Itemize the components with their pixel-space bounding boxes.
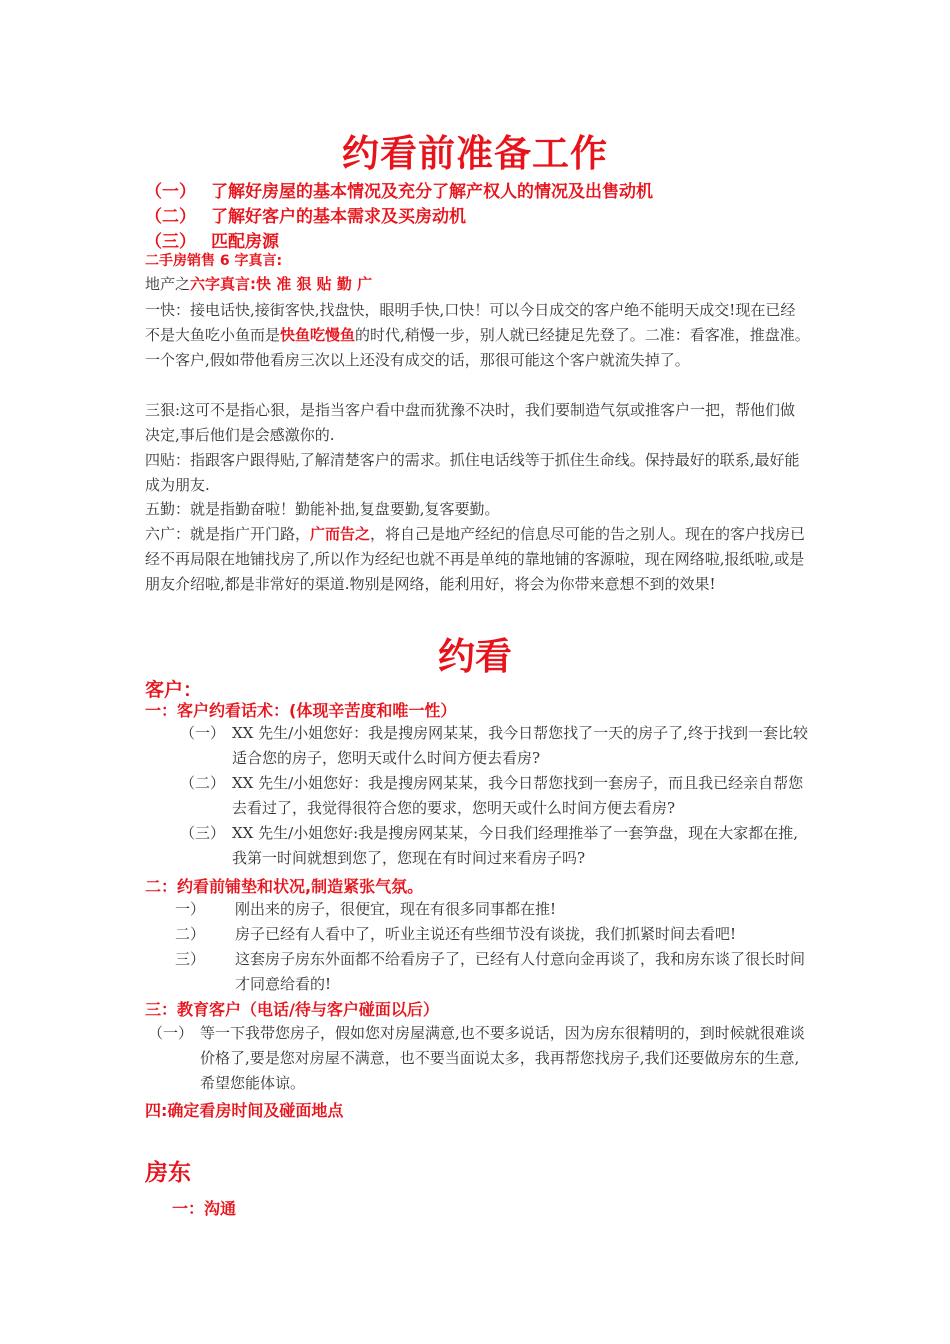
prep-item-text: 了解好房屋的基本情况及充分了解产权人的情况及出售动机 (211, 182, 653, 202)
script-item-2 (180, 771, 810, 821)
section-title-yuekan: 约看 (438, 635, 512, 678)
paragraph-qin: 五勤：就是指勤奋啦！勤能补拙,复盘要勤,复客要勤。 (145, 500, 500, 518)
section-4-heading: 四:确定看房时间及碰面地点 (145, 1101, 344, 1120)
prep-item-2 (145, 202, 466, 227)
guang-highlight: 广而告之 (310, 525, 371, 543)
prep-item-number: （二） (145, 207, 196, 227)
tension-item-text: 刚出来的房子，很便宜，现在有很多同事都在推! (235, 900, 557, 918)
tension-item-number: 三） (175, 950, 206, 968)
prep-item-3 (145, 227, 279, 252)
script-item-number: （二） (180, 774, 226, 792)
motto-title: 二手房销售 6 字真言: (145, 253, 283, 269)
prep-item-number: （三） (145, 232, 196, 252)
landlord-subheading: 一：沟通 (172, 1199, 237, 1218)
tension-item-number: 一） (175, 900, 206, 918)
kuai-text-after: 的时代,稍慢一步，别人就已经捷足先登了。二准：看客准，推盘准。一个客户,假如带他看房三次以上还没有成交的话，那很可能这个客户就流失掉了。 (145, 326, 810, 369)
script-item-text: XX 先生/小姐您好:我是搜房网某某，今日我们经理推举了一套笋盘，现在大家都在推,我第一时间就想到您了，您现在有时间过来看房子吗? (232, 824, 799, 867)
script-item-text: XX 先生/小姐您好：我是搜房网某某，我今日帮您找了一天的房子了,终于找到一套比较适合您的房子，您明天或什么时间方便去看房? (232, 724, 808, 767)
tension-item-number: 二） (175, 925, 206, 943)
prep-item-text: 了解好客户的基本需求及买房动机 (211, 207, 466, 227)
paragraph-hen: 三狠:这可不是指心狠，是指当客户看中盘而犹豫不决时，我们要制造气氛或推客户一把，帮他们做决定,事后他们是会感激你的. (145, 401, 796, 444)
guang-text-before: 六广：就是指广开门路， (145, 525, 311, 543)
educate-item-1 (148, 1021, 810, 1096)
kuai-text-before: 一快：接电话快,接街客快,找盘快，眼明手快,口快！可以今日成交的客户绝不能明天成交!现在已经不是大鱼吃小鱼而是 (145, 301, 796, 344)
section-3-heading: 三：教育客户（电话/待与客户碰面以后） (145, 1000, 439, 1019)
paragraph-guang (145, 522, 810, 597)
script-item-1 (180, 721, 810, 771)
paragraph-tie: 四贴：指跟客户跟得贴,了解清楚客户的需求。抓住电话线等于抓住生命线。保持最好的联系,最好能成为朋友. (145, 451, 800, 494)
section-2-heading: 二：约看前铺垫和状况,制造紧张气氛。 (145, 877, 424, 896)
paragraph-kuai (145, 298, 810, 373)
script-item-number: （三） (180, 824, 226, 842)
motto-prefix: 地产之 (145, 275, 191, 293)
prep-item-text: 匹配房源 (211, 232, 279, 252)
script-item-text: XX 先生/小姐您好：我是搜房网某某，我今日帮您找到一套房子，而且我已经亲自帮您去看过了，我觉得很符合您的要求，您明天或什么时间方便去看房? (232, 774, 804, 817)
tension-item-text: 这套房子房东外面都不给看房子了，已经有人付意向金再谈了，我和房东谈了很长时间才同意给看的! (235, 950, 806, 993)
prep-item-number: （一） (145, 182, 196, 202)
educate-item-text: 等一下我带您房子，假如您对房屋满意,也不要多说话，因为房东很精明的，到时候就很难谈价格了,要是您对房屋不满意，也不要当面说太多，我再帮您找房子,我们还要做房东的生意,希望您能体谅。 (200, 1024, 805, 1092)
tension-item-2 (175, 922, 810, 947)
script-item-number: （一） (180, 724, 226, 742)
customer-label: 客户： (145, 679, 203, 701)
script-item-3 (180, 821, 810, 871)
guang-text-after: ，将自己是地产经纪的信息尽可能的告之别人。现在的客户找房已经不再局限在地铺找房了,所以作为经纪也就不再是单纯的靠地铺的客源啦，现在网络啦,报纸啦,或是朋友介绍啦,都是非常好的渠道.物别是网络，能利用好，将会为你带来意想不到的效果! (145, 525, 806, 593)
tension-item-3 (175, 947, 810, 997)
kuai-highlight: 快鱼吃慢鱼 (280, 326, 356, 344)
landlord-heading: 房东 (145, 1160, 191, 1186)
tension-item-text: 房子已经有人看中了，听业主说还有些细节没有谈拢，我们抓紧时间去看吧! (235, 925, 737, 943)
educate-item-number: （一） (148, 1024, 194, 1042)
motto-line (145, 272, 810, 297)
motto-highlight: 六字真言:快 准 狠 贴 勤 广 (190, 275, 373, 293)
page-title: 约看前准备工作 (342, 132, 608, 175)
tension-item-1 (175, 897, 810, 922)
section-1-heading: 一：客户约看话术：(体现辛苦度和唯一性） (145, 701, 457, 720)
prep-item-1 (145, 177, 653, 202)
